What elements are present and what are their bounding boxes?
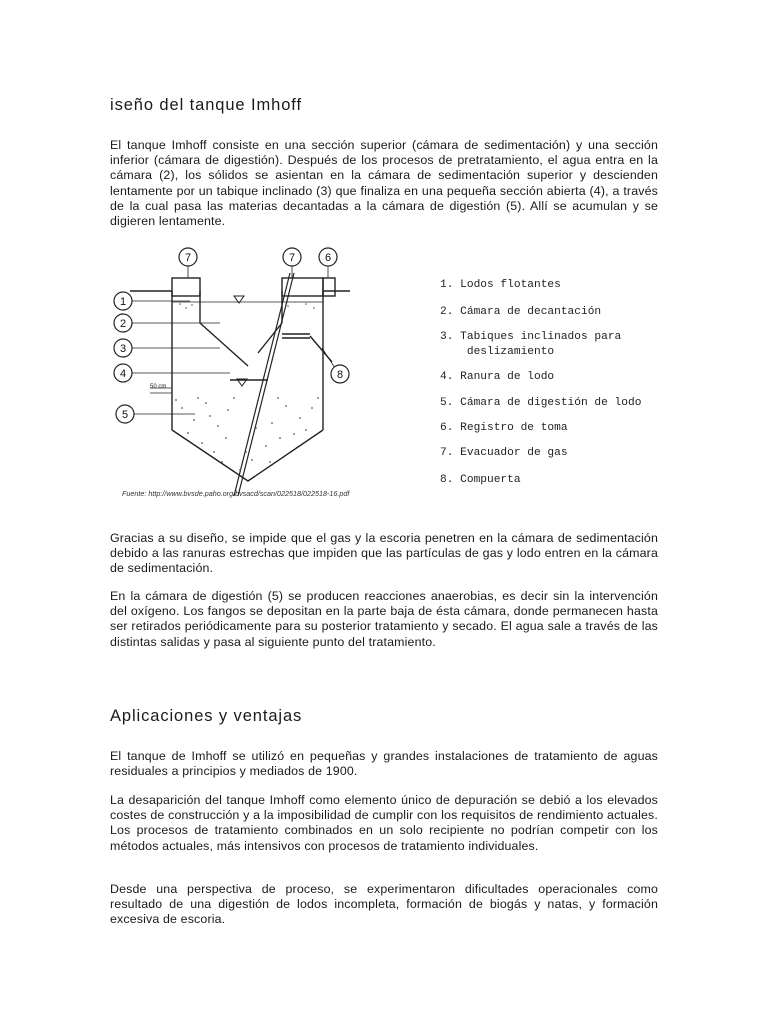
figure-source: Fuente: http://www.bvsde.paho.org/bvsacd/scan/022518/022518-16.pdf <box>122 489 350 498</box>
callout-7-left: 7 <box>184 252 192 264</box>
callout-4: 4 <box>119 368 127 380</box>
imhoff-tank-figure <box>110 238 670 500</box>
paragraph-digestion: En la cámara de digestión (5) se producen reacciones anaerobias, es decir sin la intervención del oxígeno. Los fangos se depositan en la parte baja de ésta cámara, donde permanecen hasta ser retirados periódicamente para su posterior tratamiento y secado. El agua sale a través de las distintas salidas y pasa al siguiente punto del tratamiento. <box>110 589 658 649</box>
callout-2: 2 <box>119 318 127 330</box>
paragraph-applications: El tanque de Imhoff se utilizó en pequeñas y grandes instalaciones de tratamiento de aguas residuales a principios y mediados de 1900. <box>110 749 658 779</box>
callout-6: 6 <box>324 252 332 264</box>
callout-8: 8 <box>336 369 344 381</box>
section-title-diseno: iseño del tanque Imhoff <box>110 96 302 114</box>
paragraph-intro: El tanque Imhoff consiste en una sección superior (cámara de sedimentación) y una sección inferior (cámara de digestión). Después de los procesos de pretratamiento, el agua entra en la cámara (2), los sólidos se asientan en la cámara de sedimentación superior y descienden lentamente por un tabique inclinado (3) que finaliza en una pequeña sección abierta (4), a través de la cual pasa las materias decantadas a la cámara de digestión (5). Allí se acumulan y se digieren lentamente. <box>110 138 658 229</box>
legend-item-1: 1. Lodos flotantes <box>440 279 561 291</box>
diagram-legend <box>440 279 641 486</box>
legend-item-3: 3. Tabiques inclinados para <box>440 331 622 343</box>
legend-item-4: 4. Ranura de lodo <box>440 371 555 383</box>
legend-item-5: 5. Cámara de digestión de lodo <box>440 397 642 409</box>
legend-item-8: 8. Compuerta <box>440 474 521 486</box>
callout-5: 5 <box>121 409 129 421</box>
paragraph-disappearance: La desaparición del tanque Imhoff como elemento único de depuración se debió a los elevados costes de construcción y a la imposibilidad de cumplir con los requisitos de rendimiento actuales. Los procesos de tratamiento combinados en un solo recipiente no podrían competir con los métodos actuales, más intensivos con procesos de tratamiento individuales. <box>110 793 658 853</box>
callout-7-right: 7 <box>288 252 296 264</box>
imhoff-tank-diagram <box>110 238 670 500</box>
paragraph-design: Gracias a su diseño, se impide que el gas y la escoria penetren en la cámara de sedimentación debido a las ranuras estrechas que impiden que las partículas de gas y lodo entren en la cámara de sedimentación. <box>110 531 658 576</box>
legend-item-3-cont: deslizamiento <box>440 346 555 358</box>
legend-item-2: 2. Cámara de decantación <box>440 306 602 318</box>
scale-label: 50 cm <box>150 384 167 390</box>
callout-1: 1 <box>119 296 127 308</box>
callout-3: 3 <box>119 343 127 355</box>
legend-item-7: 7. Evacuador de gas <box>440 447 568 459</box>
paragraph-difficulties: Desde una perspectiva de proceso, se experimentaron dificultades operacionales como resultado de una digestión de lodos incompleta, formación de biogás y natas, y formación excesiva de escoria. <box>110 882 658 927</box>
legend-item-6: 6. Registro de toma <box>440 422 568 434</box>
section-title-aplicaciones: Aplicaciones y ventajas <box>110 707 303 725</box>
